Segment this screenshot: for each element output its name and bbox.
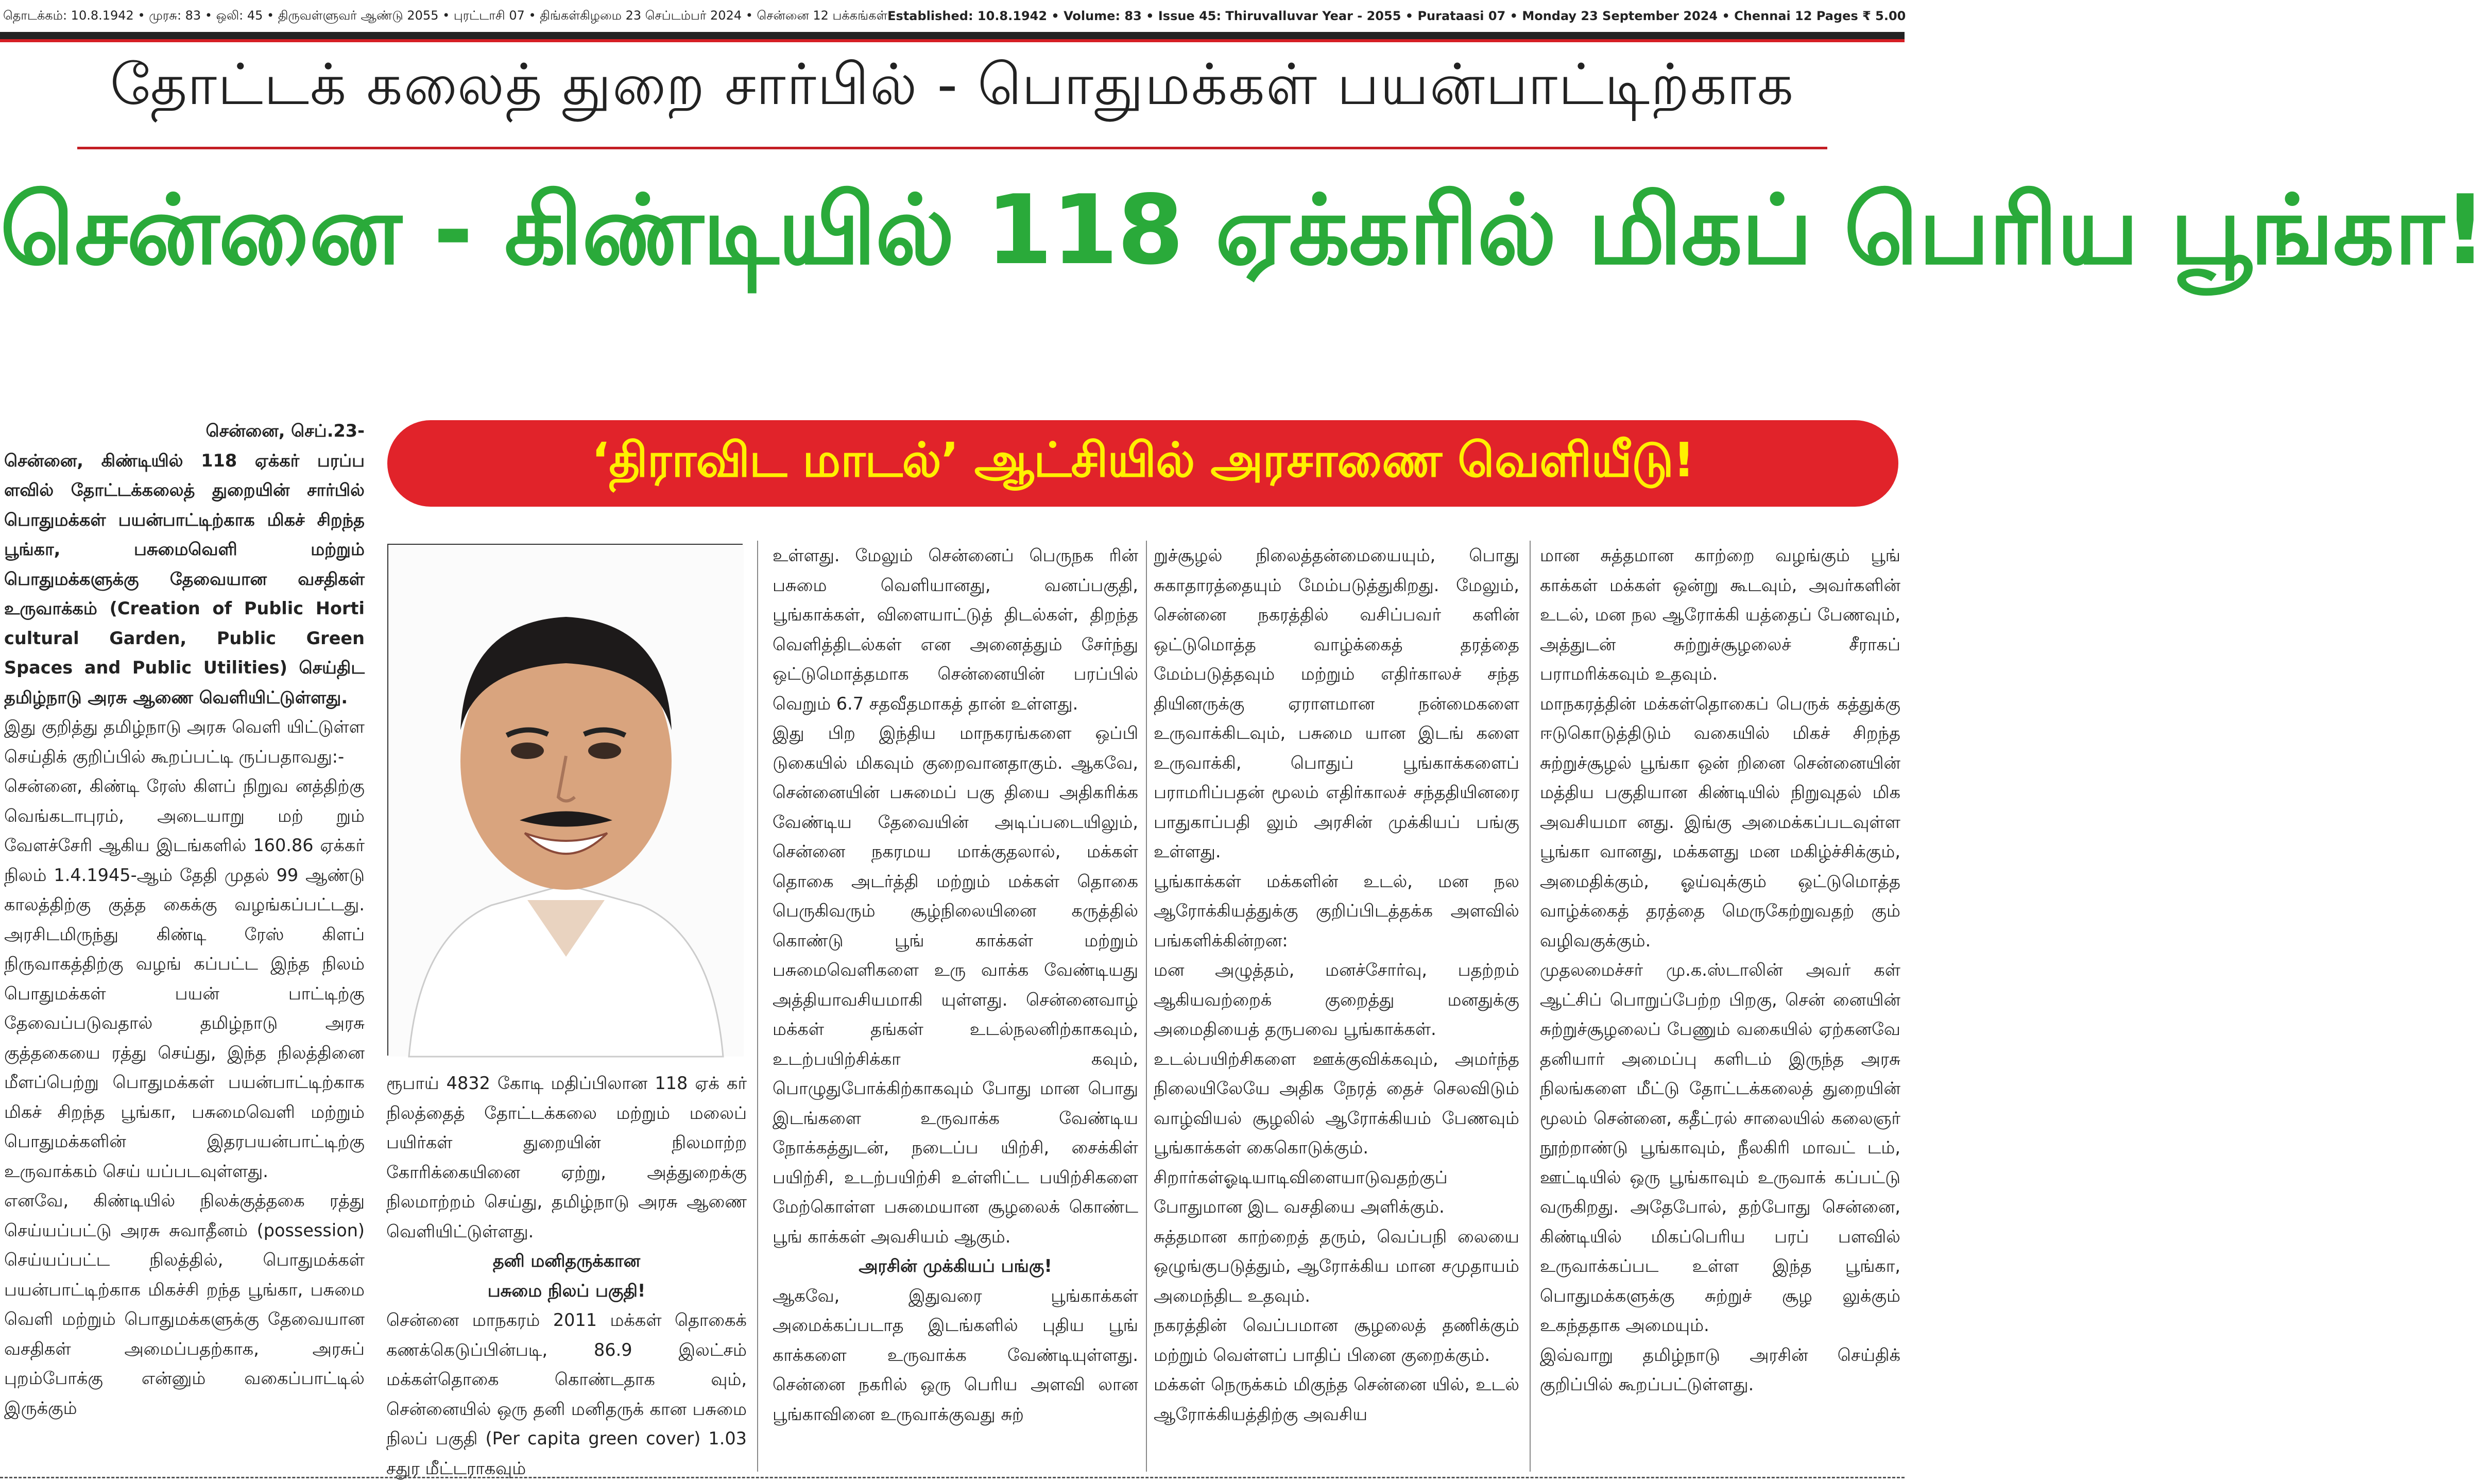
masthead-tamil: தொடக்கம்: 10.8.1942 • முரசு: 83 • ஒலி: 45 • திருவள்ளுவர் ஆண்டு 2055 • புரட்டாசி 07 • திங்கள்கிழமை 23 செப்டம்பர் 2024 • சென்னை 12 பக்கங்கள் (3, 8, 888, 23)
paragraph: எனவே, கிண்டியில் நிலக்குத்தகை ரத்து செய்யப்பட்டு அரசு சுவாதீனம் (possession) செய்யப்பட்ட நிலத்தில், பொதுமக்கள் பயன்பாட்டிற்காக மிகச்சி றந்த பூங்கா, பசுமை வெளி மற்றும் பொதுமக்களுக்கு தேவையான வசதிகள் அமைப்பதற்காக, அரசுப் புறம்போக்கு என்னும் வகைப்பாட்டில் இருக்கும் (4, 1190, 365, 1418)
paragraph: மன அழுத்தம், மனச்சோர்வு, பதற்றம் ஆகியவற்றைக் குறைத்து மனதுக்கு அமைதியைத் தருபவை பூங்காக்கள். (1154, 960, 1519, 1039)
paragraph: இவ்வாறு தமிழ்நாடு அரசின் செய்திக் குறிப்பில் கூறப்பட்டுள்ளது. (1540, 1344, 1900, 1394)
column-1 (4, 416, 365, 1472)
subheading: பசுமை நிலப் பகுதி! (487, 1280, 646, 1301)
kicker-divider (77, 147, 1827, 149)
column-5 (1540, 541, 1900, 1472)
column-4 (1154, 541, 1519, 1472)
chief-minister-photo (387, 544, 743, 1056)
portrait-icon (388, 545, 744, 1057)
paragraph: றுச்சூழல் நிலைத்தன்மையையும், பொது சுகாதாரத்தையும் மேம்படுத்துகிறது. மேலும், சென்னை நகரத்தில் வசிப்பவர் களின் ஒட்டுமொத்த வாழ்க்கைத் தரத்தை மேம்படுத்தவும் மற்றும் எதிர்காலச் சந்த தியினருக்கு ஏராளமான நன்மைகளை உருவாக்கிடவும், பசுமை யான இடங் களை உருவாக்கி, பொதுப் பூங்காக்களைப் பராமரிப்பதன் மூலம் எதிர்காலச் சந்ததியினரை பாதுகாப்பதி லும் அரசின் முக்கியப் பங்கு உள்ளது. (1154, 545, 1519, 861)
masthead (0, 0, 1905, 32)
column-2 (386, 1068, 747, 1478)
column-divider (1530, 541, 1531, 1472)
paragraph: ரூபாய் 4832 கோடி மதிப்பிலான 118 ஏக் கர் நிலத்தைத் தோட்டக்கலை மற்றும் மலைப் பயிர்கள் துறையின் நிலமாற்ற கோரிக்கையினை ஏற்று, அத்துறைக்கு நிலமாற்றம் செய்து, தமிழ்நாடு அரசு ஆணை வெளியிட்டுள்ளது. (386, 1073, 747, 1241)
subheading: அரசின் முக்கியப் பங்கு! (859, 1256, 1052, 1276)
paragraph: நகரத்தின் வெப்பமான சூழலைத் தணிக்கும் மற்றும் வெள்ளப் பாதிப் பினை குறைக்கும். (1154, 1315, 1519, 1365)
paragraph: பூங்காக்கள் மக்களின் உடல், மன நல ஆரோக்கியத்துக்கு குறிப்பிடத்தக்க அளவில் பங்களிக்கின்றன: (1154, 871, 1519, 951)
column-divider (1146, 541, 1147, 1472)
paragraph: சென்னை மாநகரம் 2011 மக்கள் தொகைக் கணக்கெடுப்பின்படி, 86.9 இலட்சம் மக்கள்தொகை கொண்டதாக வும், சென்னையில் ஒரு தனி மனிதருக் கான பசுமை நிலப் பகுதி (Per capita green cover) 1.03 சதுர மீட்டராகவும் (386, 1310, 747, 1478)
column-3 (773, 541, 1138, 1472)
kicker-headline: தோட்டக் கலைத் துறை சார்பில் - பொதுமக்கள் பயன்பாட்டிற்காக (110, 51, 1795, 117)
paragraph: மாநகரத்தின் மக்கள்தொகைப் பெருக் கத்துக்கு ஈடுகொடுத்திடும் வகையில் மிகச் சிறந்த சுற்றுச்சூழல் பூங்கா ஒன் றினை சென்னையின் மத்திய பகுதியான கிண்டியில் நிறுவுதல் மிக அவசியமா னது. இங்கு அமைக்கப்படவுள்ள பூங்கா வானது, மக்களது மன மகிழ்ச்சிக்கும், அமைதிக்கும், ஓய்வுக்கும் ஒட்டுமொத்த வாழ்க்கைத் தரத்தை மெருகேற்றுவதற் கும் வழிவகுக்கும். (1540, 693, 1900, 951)
column-divider (757, 541, 758, 1472)
paragraph: உள்ளது. மேலும் சென்னைப் பெருநக ரின் பசுமை வெளியானது, வனப்பகுதி, பூங்காக்கள், விளையாட்டுத் திடல்கள், திறந்த வெளித்திடல்கள் என அனைத்தும் சேர்ந்து ஒட்டுமொத்தமாக சென்னையின் பரப்பில் வெறும் 6.7 சதவீதமாகத் தான் உள்ளது. (773, 545, 1138, 714)
paragraph: ஆகவே, இதுவரை பூங்காக்கள் அமைக்கப்படாத இடங்களில் புதிய பூங் காக்களை உருவாக்க வேண்டியுள்ளது. சென்னை நகரில் ஒரு பெரிய அளவி லான பூங்காவினை உருவாக்குவது சுற் (773, 1285, 1138, 1424)
subheading: தனி மனிதருக்கான (492, 1251, 641, 1271)
paragraph: சென்னை, கிண்டி ரேஸ் கிளப் நிறுவ னத்திற்கு வெங்கடாபுரம், அடையாறு மற் றும் வேளச்சேரி ஆகிய இடங்களில் 160.86 ஏக்கர் நிலம் 1.4.1945-ஆம் தேதி முதல் 99 ஆண்டு காலத்திற்கு குத்த கைக்கு வழங்கப்பட்டது. அரசிடமிருந்து கிண்டி ரேஸ் கிளப் நிருவாகத்திற்கு வழங் கப்பட்ட இந்த நிலம் பொதுமக்கள் பயன் பாட்டிற்கு தேவைப்படுவதால் தமிழ்நாடு அரசு குத்தகையை ரத்து செய்து, இந்த நிலத்தினை மீளப்பெற்று பொதுமக்கள் பயன்பாட்டிற்காக மிகச் சிறந்த பூங்கா, பசுமைவெளி மற்றும் பொதுமக்களின் இதரபயன்பாட்டிற்கு உருவாக்கம் செய் யப்படவுள்ளது. (4, 776, 365, 1181)
paragraph: சிறார்கள்ஓடியாடிவிளையாடுவதற்குப் போதுமான இட வசதியை அளிக்கும். (1154, 1167, 1448, 1217)
paragraph: மக்கள் நெருக்கம் மிகுந்த சென்னை யில், உடல் ஆரோக்கியத்திற்கு அவசிய (1154, 1374, 1519, 1424)
paragraph: இது குறித்து தமிழ்நாடு அரசு வெளி யிட்டுள்ள செய்திக் குறிப்பில் கூறப்பட்டி ருப்பதாவது:- (4, 717, 365, 767)
paragraph: மான சுத்தமான காற்றை வழங்கும் பூங் காக்கள் மக்கள் ஒன்று கூடவும், அவர்களின் உடல், மன நல ஆரோக்கி யத்தைப் பேணவும், அத்துடன் சுற்றுச்சூழலைச் சீராகப் பராமரிக்கவும் உதவும். (1540, 545, 1900, 684)
paragraph: முதலமைச்சர் மு.க.ஸ்டாலின் அவர் கள் ஆட்சிப் பொறுப்பேற்ற பிறகு, சென் னையின் சுற்றுச்சூழலைப் பேணும் வகையில் ஏற்கனவே தனியார் அமைப்பு களிடம் இருந்த அரசு நிலங்களை மீட்டு தோட்டக்கலைத் துறையின் மூலம் சென்னை, கதீட்ரல் சாலையில் கலைஞர் நூற்றாண்டு பூங்காவும், நீலகிரி மாவட் டம், ஊட்டியில் ஒரு பூங்காவும் உருவாக் கப்பட்டு வருகிறது. அதேபோல், தற்போது சென்னை, கிண்டியில் மிகப்பெரிய பரப் பளவில் உருவாக்கப்பட உள்ள இந்த பூங்கா, பொதுமக்களுக்கு சுற்றுச் சூழ லுக்கும் உகந்ததாக அமையும். (1540, 960, 1900, 1335)
dateline: சென்னை, செப்.23- (205, 421, 365, 441)
masthead-english: Established: 10.8.1942 • Volume: 83 • Issue 45: Thiruvalluvar Year - 2055 • Purataasi 07 • Monday 23 September 2024 • Chennai 12 Pages ₹ 5.00 (887, 9, 1906, 23)
lead-paragraph: சென்னை, கிண்டியில் 118 ஏக்கர் பரப்ப ளவில் தோட்டக்கலைத் துறையின் சார்பில் பொதுமக்கள் பயன்பாட்டிற்காக மிகச் சிறந்த பூங்கா, பசுமைவெளி மற்றும் பொதுமக்களுக்கு தேவையான வசதிகள் உருவாக்கம் (Creation of Public Horti cultural Garden, Public Green Spaces and Public Utilities) செய்திட தமிழ்நாடு அரசு ஆணை வெளியிட்டுள்ளது. (4, 450, 365, 708)
main-headline: சென்னை - கிண்டியில் 118 ஏக்கரில் மிகப் பெரிய பூங்கா! (0, 174, 2486, 286)
sub-banner: ‘திராவிட மாடல்’ ஆட்சியில் அரசாணை வெளியீடு! (387, 420, 1898, 507)
paragraph: உடல்பயிற்சிகளை ஊக்குவிக்கவும், அமர்ந்த நிலையிலேயே அதிக நேரத் தைச் செலவிடும் வாழ்வியல் சூழலில் ஆரோக்கியம் பேணவும் பூங்காக்கள் கைகொடுக்கும். (1154, 1048, 1519, 1158)
paragraph: இது பிற இந்திய மாநகரங்களை ஒப்பி டுகையில் மிகவும் குறைவானதாகும். ஆகவே, சென்னையின் பசுமைப் பகு தியை அதிகரிக்க வேண்டிய தேவையின் அடிப்படையிலும், சென்னை நகரமய மாக்குதலால், மக்கள் தொகை அடர்த்தி மற்றும் மக்கள் தொகை பெருகிவரும் சூழ்நிலையினை கருத்தில் கொண்டு பூங் காக்கள் மற்றும் பசுமைவெளிகளை உரு வாக்க வேண்டியது அத்தியாவசியமாகி யுள்ளது. சென்னைவாழ் மக்கள் தங்கள் உடல்நலனிற்காகவும், உடற்பயிற்சிக்கா கவும், பொழுதுபோக்கிற்காகவும் போது மான பொது இடங்களை உருவாக்க வேண்டிய நோக்கத்துடன், நடைப்ப யிற்சி, சைக்கிள் பயிற்சி, உடற்பயிற்சி உள்ளிட்ட பயிற்சிகளை மேற்கொள்ள பசுமையான சூழலைக் கொண்ட பூங் காக்கள் அவசியம் ஆகும். (773, 723, 1138, 1247)
masthead-rule (0, 32, 1905, 42)
paragraph: சுத்தமான காற்றைத் தரும், வெப்பநி லையை ஒழுங்குபடுத்தும், ஆரோக்கிய மான சமுதாயம் அமைந்திட உதவும். (1154, 1226, 1519, 1306)
bottom-rule (0, 1477, 1905, 1478)
